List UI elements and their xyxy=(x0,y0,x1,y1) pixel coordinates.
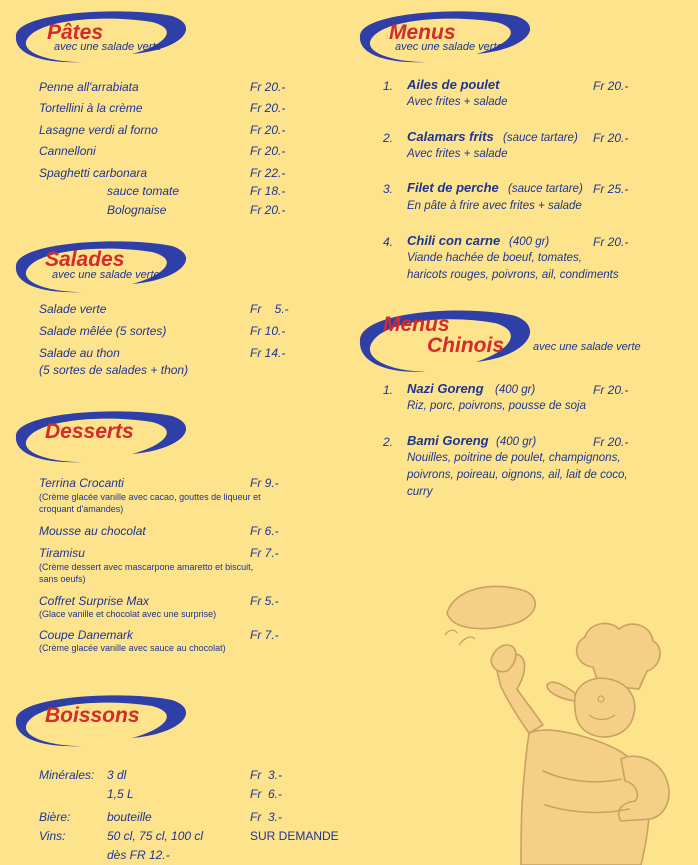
menu-item-extra: (sauce tartare) xyxy=(503,132,578,144)
drink-label: Vins: xyxy=(39,829,66,843)
menu-item-name: Bami Goreng xyxy=(407,433,489,448)
section-subtitle: avec une salade verte xyxy=(533,341,641,353)
section-salades xyxy=(12,236,192,294)
section-title: Pâtes xyxy=(47,21,104,44)
menu-item-description: Riz, porc, poivrons, pousse de soja xyxy=(407,400,586,412)
section-menus-chinois xyxy=(356,304,536,374)
drink-label: Minérales: xyxy=(39,768,95,782)
section-boissons xyxy=(12,690,192,748)
menu-item-detail: (Crème dessert avec mascarpone amaretto et biscuit, xyxy=(39,562,254,572)
section-title: Desserts xyxy=(45,420,134,443)
menu-item-description: Viande hachée de boeuf, tomates, xyxy=(407,252,582,264)
menu-item-price: Fr 20.- xyxy=(593,235,629,249)
section-title: Boissons xyxy=(45,704,140,727)
menu-item-extra: (400 gr) xyxy=(496,436,537,448)
drink-price: Fr 3.- xyxy=(250,810,282,824)
menu-item-detail: (5 sortes de salades + thon) xyxy=(39,363,189,377)
drink-price: Fr 6.- xyxy=(250,787,282,801)
menu-number: 4. xyxy=(383,235,394,249)
drink-price: SUR DEMANDE xyxy=(250,829,339,843)
menu-item-price: Fr 6.- xyxy=(250,524,279,538)
section-subtitle: avec une salade verte xyxy=(52,269,160,281)
menu-item-extra: (sauce tartare) xyxy=(508,183,583,195)
menu-item-price: Fr 20.- xyxy=(250,203,286,217)
menu-item-detail: (Glace vanille et chocolat avec une surprise) xyxy=(39,609,217,619)
menu-item-price: Fr 20.- xyxy=(250,101,286,115)
menu-item-name: Terrina Crocanti xyxy=(39,476,124,490)
menu-item-price: Fr 14.- xyxy=(250,346,286,360)
section-pates xyxy=(12,6,192,64)
menu-item-price: Fr 18.- xyxy=(250,184,286,198)
drink-label: Bière: xyxy=(39,810,71,824)
menu-item-name: Nazi Goreng xyxy=(407,381,484,396)
section-subtitle: avec une salade verte xyxy=(54,41,162,53)
section-title-line1: Menus xyxy=(383,313,450,336)
drink-quantity: 3 dl xyxy=(107,768,127,782)
section-title-line2: Chinois xyxy=(427,334,504,357)
section-menus xyxy=(356,6,536,64)
pizza-chef-illustration xyxy=(425,575,698,865)
menu-item-name: Salade au thon xyxy=(39,346,120,360)
menu-item-name: Chili con carne xyxy=(407,233,501,248)
menu-item-name: Spaghetti carbonara xyxy=(39,166,148,180)
menu-item-name: Salade mêlée (5 sortes) xyxy=(39,324,167,338)
menu-item-price: Fr 20.- xyxy=(593,383,629,397)
menu-item-description: curry xyxy=(407,486,433,498)
drink-quantity: bouteille xyxy=(107,810,152,824)
menu-item-description: En pâte à frire avec frites + salade xyxy=(407,200,582,212)
menu-item-price: Fr 9.- xyxy=(250,476,279,490)
menu-item-name: Penne all'arrabiata xyxy=(39,80,139,94)
drink-price: Fr 3.- xyxy=(250,768,282,782)
drink-quantity: 1,5 L xyxy=(107,787,134,801)
menu-number: 1. xyxy=(383,79,394,93)
menu-item-detail: croquant d'amandes) xyxy=(39,504,124,514)
menu-item-name: Tiramisu xyxy=(39,546,85,560)
menu-item-name: Tortellini à la crème xyxy=(39,101,143,115)
menu-item-price: Fr 10.- xyxy=(250,324,286,338)
menu-number: 2. xyxy=(383,435,394,449)
menu-item-name: Cannelloni xyxy=(39,144,96,158)
menu-item-name: Salade verte xyxy=(39,302,107,316)
menu-item-name: Filet de perche xyxy=(407,180,499,195)
menu-number: 3. xyxy=(383,182,394,196)
menu-item-price: Fr 20.- xyxy=(250,144,286,158)
menu-item-price: Fr 20.- xyxy=(250,80,286,94)
menu-number: 1. xyxy=(383,383,394,397)
menu-item-detail: (Crème glacée vanille avec sauce au chocolat) xyxy=(39,643,226,653)
menu-item-description: poivrons, poireau, oignons, ail, lait de coco, xyxy=(407,469,628,481)
menu-item-price: Fr 7.- xyxy=(250,628,279,642)
menu-item-extra: (400 gr) xyxy=(495,384,536,396)
menu-item-name: Bolognaise xyxy=(107,203,167,217)
menu-item-detail: sans oeufs) xyxy=(39,574,86,584)
menu-item-price: Fr 5.- xyxy=(250,302,289,316)
menu-item-description: haricots rouges, poivrons, ail, condiments xyxy=(407,269,619,281)
menu-item-price: Fr 20.- xyxy=(593,435,629,449)
menu-item-extra: (400 gr) xyxy=(509,236,550,248)
menu-item-name: Calamars frits xyxy=(407,129,494,144)
menu-item-price: Fr 5.- xyxy=(250,594,279,608)
section-desserts xyxy=(12,406,192,464)
section-title: Salades xyxy=(45,248,125,271)
section-title: Menus xyxy=(389,21,456,44)
menu-item-name: sauce tomate xyxy=(107,184,180,198)
menu-item-price: Fr 20.- xyxy=(593,131,629,145)
menu-number: 2. xyxy=(383,131,394,145)
menu-item-description: Nouilles, poitrine de poulet, champignons, xyxy=(407,452,621,464)
menu-item-detail: (Crème glacée vanille avec cacao, gouttes de liqueur et xyxy=(39,492,261,502)
menu-item-name: Coffret Surprise Max xyxy=(39,594,150,608)
menu-item-price: Fr 20.- xyxy=(593,79,629,93)
menu-item-name: Lasagne verdi al forno xyxy=(39,123,158,137)
menu-item-description: Avec frites + salade xyxy=(407,96,508,108)
menu-item-price: Fr 7.- xyxy=(250,546,279,560)
menu-item-description: Avec frites + salade xyxy=(407,148,508,160)
menu-item-price: Fr 25.- xyxy=(593,182,629,196)
section-subtitle: avec une salade verte xyxy=(395,41,503,53)
drink-quantity: dès FR 12.- xyxy=(107,848,170,862)
menu-item-price: Fr 20.- xyxy=(250,123,286,137)
menu-item-name: Coupe Danemark xyxy=(39,628,134,642)
drink-quantity: 50 cl, 75 cl, 100 cl xyxy=(107,829,204,843)
menu-item-price: Fr 22.- xyxy=(250,166,286,180)
menu-item-name: Ailes de poulet xyxy=(407,77,500,92)
menu-item-name: Mousse au chocolat xyxy=(39,524,146,538)
